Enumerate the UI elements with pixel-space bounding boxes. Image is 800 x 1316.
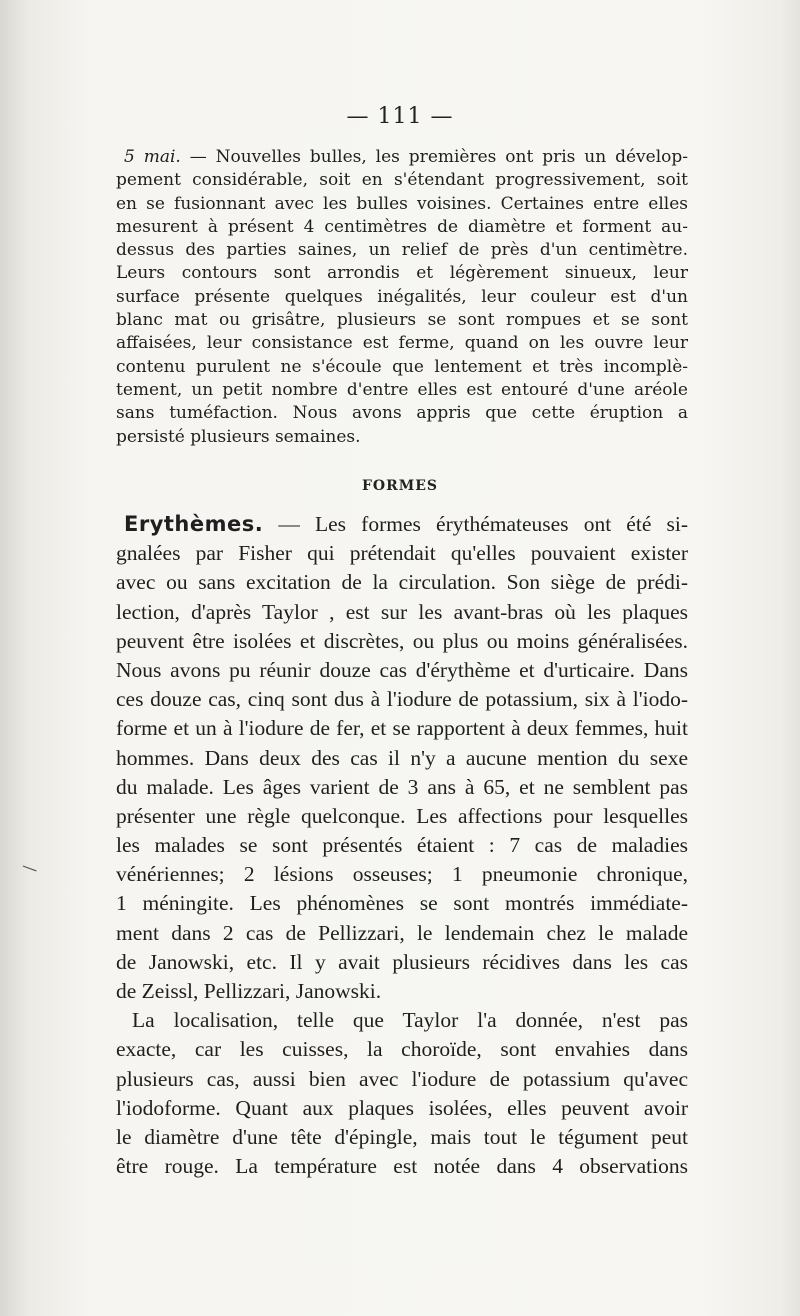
page-number: — 111 —	[346, 104, 454, 129]
text-line: les malades se sont présentés étaient : 7 cas de maladies	[116, 833, 688, 858]
text-line: présenter une règle quelconque. Les affections pour lesquelles	[116, 803, 688, 828]
text-line: être rouge. La température est notée dans 4 observations	[116, 1154, 688, 1179]
text-line: de Janowski, etc. Il y avait plusieurs récidives dans les cas	[116, 949, 688, 974]
text-line: La localisation, telle que Taylor l'a donnée, n'est pas	[132, 1008, 688, 1033]
text-line: Leurs contours sont arrondis et légèrement sinueux, leur	[116, 263, 688, 284]
text-line: mesurent à présent 4 centimètres de diamètre et forment au-	[116, 216, 688, 237]
text-line: hommes. Dans deux des cas il n'y a aucune mention du sexe	[116, 745, 688, 770]
text-line: forme et un à l'iodure de fer, et se rapportent à deux femmes, huit	[116, 716, 688, 741]
text-line: plusieurs cas, aussi bien avec l'iodure de potassium qu'avec	[116, 1066, 688, 1091]
text-line: gnalées par Fisher qui prétendait qu'elles pouvaient exister	[116, 541, 688, 566]
text-line: 5 mai. — Nouvelles bulles, les premières ont pris un dévelop-	[124, 147, 688, 167]
subsection-title: Erythèmes.	[124, 512, 264, 536]
text-line: pement considérable, soit en s'étendant progressivement, soit	[116, 170, 688, 191]
text-line: en se fusionnant avec les bulles voisines. Certaines entre elles	[116, 193, 688, 214]
text-line: vénériennes; 2 lésions osseuses; 1 pneumonie chronique,	[116, 862, 688, 887]
erythemes-section	[116, 510, 688, 1181]
text-line: 1 méningite. Les phénomènes se sont montrés immédiate-	[116, 891, 688, 916]
text-line: peuvent être isolées et discrètes, ou plus ou moins généralisées.	[116, 628, 688, 653]
text-line: contenu purulent ne s'écoule que lentement et très incomplè-	[116, 356, 688, 377]
text-line: sans tuméfaction. Nous avons appris que cette éruption a	[116, 403, 688, 424]
text-line: lection, d'après Taylor , est sur les avant-bras où les plaques	[116, 599, 688, 624]
upper-paragraph	[116, 146, 688, 449]
margin-mark: —	[19, 855, 41, 880]
text-line: exacte, car les cuisses, la choroïde, sont envahies dans	[116, 1037, 688, 1062]
date-label: 5 mai.	[124, 147, 181, 167]
text-line: dessus des parties saines, un relief de près d'un centimètre.	[116, 240, 688, 261]
text-line: Erythèmes. — Les formes érythémateuses ont été si-	[124, 512, 688, 536]
text-line: de Zeissl, Pellizzari, Janowski.	[116, 979, 382, 1003]
text-line: blanc mat ou grisâtre, plusieurs se sont rompues et se sont	[116, 310, 688, 331]
text-line: avec ou sans excitation de la circulation. Son siège de prédi-	[116, 570, 688, 595]
text-line: du malade. Les âges varient de 3 ans à 65, et ne semblent pas	[116, 774, 688, 799]
text-line: persisté plusieurs semaines.	[116, 426, 361, 447]
text-line: ces douze cas, cinq sont dus à l'iodure de potassium, six à l'iodo-	[116, 687, 688, 712]
text-line: l'iodoforme. Quant aux plaques isolées, elles peuvent avoir	[116, 1095, 688, 1120]
text-line: le diamètre d'une tête d'épingle, mais tout le tégument peut	[116, 1124, 688, 1149]
text-line: tement, un petit nombre d'entre elles est entouré d'une aréole	[116, 379, 688, 400]
section-heading: FORMES	[361, 478, 439, 494]
text-line: Nous avons pu réunir douze cas d'érythème et d'urticaire. Dans	[116, 657, 688, 682]
text-line: ment dans 2 cas de Pellizzari, le lendemain chez le malade	[116, 920, 688, 945]
text-line: affaisées, leur consistance est ferme, quand on les ouvre leur	[116, 333, 688, 354]
text-line: surface présente quelques inégalités, leur couleur est d'un	[116, 286, 688, 307]
